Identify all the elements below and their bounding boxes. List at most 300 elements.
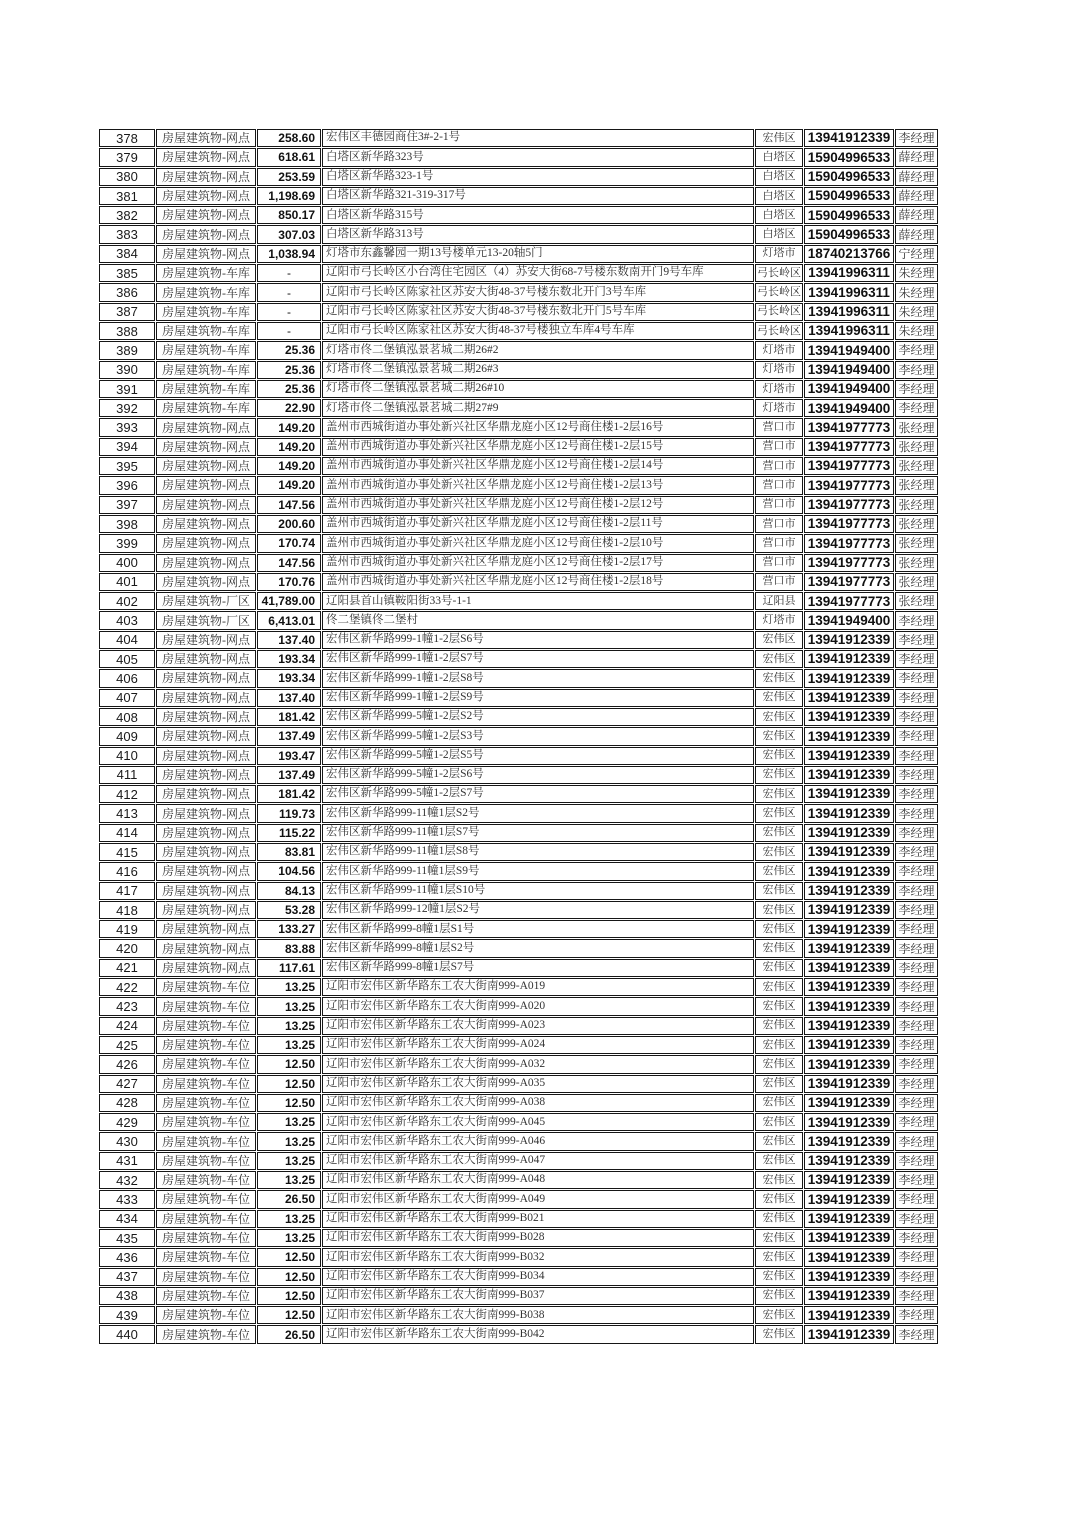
asset-type-cell: 房屋建筑物-网点 [156, 843, 256, 861]
phone-cell: 13941912339 [804, 747, 894, 765]
row-number-cell: 438 [99, 1287, 155, 1305]
district-cell: 宏伟区 [755, 959, 803, 977]
asset-type-cell: 房屋建筑物-车库 [156, 322, 256, 340]
row-number-cell: 416 [99, 862, 155, 880]
address-cell: 宏伟区丰德园商住3#-2-1号 [322, 129, 754, 147]
area-value-cell: 200.60 [257, 515, 321, 533]
district-cell: 宏伟区 [755, 882, 803, 900]
area-value-cell: - [257, 303, 321, 321]
table-row [99, 959, 938, 977]
phone-cell: 13941912339 [804, 804, 894, 822]
district-cell: 灯塔市 [755, 611, 803, 629]
manager-cell: 李经理 [895, 1094, 938, 1112]
address-cell: 辽阳市宏伟区新华路东工农大街南999-A019 [322, 978, 754, 996]
address-cell: 盖州市西城街道办事处新兴社区华鼎龙庭小区12号商住楼1-2层11号 [322, 515, 754, 533]
phone-cell: 13941996311 [804, 283, 894, 301]
area-value-cell: 13.25 [257, 1017, 321, 1035]
row-number-cell: 383 [99, 225, 155, 243]
asset-type-cell: 房屋建筑物-车位 [156, 1075, 256, 1093]
area-value-cell: 147.56 [257, 496, 321, 514]
area-value-cell: 84.13 [257, 882, 321, 900]
manager-cell: 李经理 [895, 824, 938, 842]
manager-cell: 李经理 [895, 901, 938, 919]
address-cell: 宏伟区新华路999-8幢1层S7号 [322, 959, 754, 977]
table-row [99, 1132, 938, 1150]
manager-cell: 李经理 [895, 399, 938, 417]
manager-cell: 薛经理 [895, 148, 938, 166]
asset-type-cell: 房屋建筑物-车位 [156, 1094, 256, 1112]
manager-cell: 张经理 [895, 592, 938, 610]
table-row [99, 1094, 938, 1112]
asset-type-cell: 房屋建筑物-网点 [156, 882, 256, 900]
address-cell: 辽阳市宏伟区新华路东工农大街南999-B021 [322, 1210, 754, 1228]
address-cell: 宏伟区新华路999-11幢1层S2号 [322, 804, 754, 822]
manager-cell: 李经理 [895, 882, 938, 900]
asset-type-cell: 房屋建筑物-车位 [156, 1229, 256, 1247]
phone-cell: 13941912339 [804, 766, 894, 784]
area-value-cell: 53.28 [257, 901, 321, 919]
asset-type-cell: 房屋建筑物-车库 [156, 303, 256, 321]
row-number-cell: 410 [99, 747, 155, 765]
area-value-cell: 12.50 [257, 1055, 321, 1073]
asset-type-cell: 房屋建筑物-网点 [156, 206, 256, 224]
address-cell: 灯塔市佟二堡镇泓景茗城二期26#10 [322, 380, 754, 398]
address-cell: 盖州市西城街道办事处新兴社区华鼎龙庭小区12号商住楼1-2层14号 [322, 457, 754, 475]
asset-type-cell: 房屋建筑物-网点 [156, 766, 256, 784]
address-cell: 灯塔市东鑫馨园一期13号楼单元13-20轴5门 [322, 245, 754, 263]
area-value-cell: 170.76 [257, 573, 321, 591]
manager-cell: 张经理 [895, 515, 938, 533]
address-cell: 白塔区新华路313号 [322, 225, 754, 243]
row-number-cell: 396 [99, 476, 155, 494]
manager-cell: 张经理 [895, 418, 938, 436]
district-cell: 宏伟区 [755, 1190, 803, 1208]
asset-type-cell: 房屋建筑物-车位 [156, 1132, 256, 1150]
area-value-cell: 253.59 [257, 168, 321, 186]
area-value-cell: 850.17 [257, 206, 321, 224]
table-row [99, 1306, 938, 1324]
phone-cell: 13941912339 [804, 1017, 894, 1035]
asset-type-cell: 房屋建筑物-网点 [156, 689, 256, 707]
phone-cell: 13941949400 [804, 341, 894, 359]
address-cell: 宏伟区新华路999-11幢1层S8号 [322, 843, 754, 861]
row-number-cell: 424 [99, 1017, 155, 1035]
address-cell: 辽阳市宏伟区新华路东工农大街南999-A038 [322, 1094, 754, 1112]
address-cell: 辽阳县首山镇鞍阳街33号-1-1 [322, 592, 754, 610]
asset-type-cell: 房屋建筑物-车库 [156, 380, 256, 398]
address-cell: 辽阳市宏伟区新华路东工农大街南999-A024 [322, 1036, 754, 1054]
area-value-cell: - [257, 322, 321, 340]
asset-type-cell: 房屋建筑物-车位 [156, 1171, 256, 1189]
asset-type-cell: 房屋建筑物-网点 [156, 804, 256, 822]
asset-type-cell: 房屋建筑物-车位 [156, 1287, 256, 1305]
row-number-cell: 434 [99, 1210, 155, 1228]
area-value-cell: 25.36 [257, 341, 321, 359]
district-cell: 宏伟区 [755, 785, 803, 803]
address-cell: 灯塔市佟二堡镇泓景茗城二期26#3 [322, 361, 754, 379]
address-cell: 宏伟区新华路999-1幢1-2层S9号 [322, 689, 754, 707]
manager-cell: 李经理 [895, 804, 938, 822]
area-value-cell: 618.61 [257, 148, 321, 166]
district-cell: 营口市 [755, 438, 803, 456]
row-number-cell: 387 [99, 303, 155, 321]
phone-cell: 13941912339 [804, 843, 894, 861]
district-cell: 宏伟区 [755, 1229, 803, 1247]
table-row [99, 669, 938, 687]
manager-cell: 张经理 [895, 438, 938, 456]
phone-cell: 13941912339 [804, 1306, 894, 1324]
asset-type-cell: 房屋建筑物-车位 [156, 1017, 256, 1035]
row-number-cell: 411 [99, 766, 155, 784]
phone-cell: 15904996533 [804, 187, 894, 205]
district-cell: 弓长岭区 [755, 322, 803, 340]
area-value-cell: 117.61 [257, 959, 321, 977]
asset-type-cell: 房屋建筑物-车位 [156, 1325, 256, 1343]
manager-cell: 张经理 [895, 457, 938, 475]
district-cell: 营口市 [755, 554, 803, 572]
district-cell: 宏伟区 [755, 920, 803, 938]
district-cell: 灯塔市 [755, 361, 803, 379]
asset-type-cell: 房屋建筑物-网点 [156, 438, 256, 456]
row-number-cell: 436 [99, 1248, 155, 1266]
district-cell: 宏伟区 [755, 129, 803, 147]
address-cell: 宏伟区新华路999-1幢1-2层S8号 [322, 669, 754, 687]
row-number-cell: 430 [99, 1132, 155, 1150]
asset-type-cell: 房屋建筑物-车位 [156, 1210, 256, 1228]
manager-cell: 李经理 [895, 1113, 938, 1131]
phone-cell: 15904996533 [804, 225, 894, 243]
manager-cell: 李经理 [895, 689, 938, 707]
phone-cell: 13941949400 [804, 611, 894, 629]
manager-cell: 李经理 [895, 939, 938, 957]
table-row [99, 380, 938, 398]
manager-cell: 李经理 [895, 1055, 938, 1073]
district-cell: 宏伟区 [755, 978, 803, 996]
manager-cell: 朱经理 [895, 283, 938, 301]
asset-type-cell: 房屋建筑物-网点 [156, 708, 256, 726]
table-row [99, 457, 938, 475]
district-cell: 宏伟区 [755, 1171, 803, 1189]
phone-cell: 13941912339 [804, 1229, 894, 1247]
row-number-cell: 403 [99, 611, 155, 629]
area-value-cell: 13.25 [257, 1210, 321, 1228]
area-value-cell: 149.20 [257, 418, 321, 436]
phone-cell: 13941912339 [804, 920, 894, 938]
table-row [99, 1171, 938, 1189]
address-cell: 辽阳市宏伟区新华路东工农大街南999-A047 [322, 1152, 754, 1170]
area-value-cell: 193.34 [257, 669, 321, 687]
row-number-cell: 418 [99, 901, 155, 919]
address-cell: 灯塔市佟二堡镇泓景茗城二期27#9 [322, 399, 754, 417]
asset-type-cell: 房屋建筑物-车位 [156, 1306, 256, 1324]
table-row [99, 245, 938, 263]
district-cell: 灯塔市 [755, 399, 803, 417]
area-value-cell: 13.25 [257, 1229, 321, 1247]
manager-cell: 李经理 [895, 1248, 938, 1266]
district-cell: 白塔区 [755, 148, 803, 166]
area-value-cell: 12.50 [257, 1306, 321, 1324]
district-cell: 宏伟区 [755, 747, 803, 765]
row-number-cell: 407 [99, 689, 155, 707]
row-number-cell: 393 [99, 418, 155, 436]
address-cell: 宏伟区新华路999-8幢1层S1号 [322, 920, 754, 938]
phone-cell: 13941912339 [804, 1113, 894, 1131]
phone-cell: 13941912339 [804, 1075, 894, 1093]
manager-cell: 李经理 [895, 843, 938, 861]
table-row [99, 303, 938, 321]
row-number-cell: 390 [99, 361, 155, 379]
manager-cell: 张经理 [895, 496, 938, 514]
asset-type-cell: 房屋建筑物-网点 [156, 727, 256, 745]
table-row [99, 187, 938, 205]
area-value-cell: 170.74 [257, 534, 321, 552]
district-cell: 营口市 [755, 418, 803, 436]
district-cell: 宏伟区 [755, 1287, 803, 1305]
area-value-cell: 115.22 [257, 824, 321, 842]
district-cell: 营口市 [755, 573, 803, 591]
area-value-cell: 25.36 [257, 380, 321, 398]
table-row [99, 843, 938, 861]
row-number-cell: 384 [99, 245, 155, 263]
district-cell: 白塔区 [755, 225, 803, 243]
asset-type-cell: 房屋建筑物-车位 [156, 1248, 256, 1266]
manager-cell: 李经理 [895, 380, 938, 398]
manager-cell: 李经理 [895, 1306, 938, 1324]
table-row [99, 882, 938, 900]
spreadsheet-region [98, 128, 939, 1345]
table-row [99, 978, 938, 996]
address-cell: 盖州市西城街道办事处新兴社区华鼎龙庭小区12号商住楼1-2层12号 [322, 496, 754, 514]
row-number-cell: 429 [99, 1113, 155, 1131]
phone-cell: 13941977773 [804, 476, 894, 494]
address-cell: 辽阳市宏伟区新华路东工农大街南999-B042 [322, 1325, 754, 1343]
address-cell: 辽阳市弓长岭区小台湾住宅园区（4）苏安大街68-7号楼东数南开门9号车库 [322, 264, 754, 282]
phone-cell: 13941912339 [804, 1248, 894, 1266]
asset-type-cell: 房屋建筑物-车库 [156, 361, 256, 379]
manager-cell: 李经理 [895, 708, 938, 726]
area-value-cell: 6,413.01 [257, 611, 321, 629]
district-cell: 灯塔市 [755, 380, 803, 398]
district-cell: 宏伟区 [755, 1094, 803, 1112]
area-value-cell: 13.25 [257, 978, 321, 996]
phone-cell: 13941977773 [804, 534, 894, 552]
phone-cell: 15904996533 [804, 206, 894, 224]
table-row [99, 1287, 938, 1305]
phone-cell: 13941912339 [804, 129, 894, 147]
district-cell: 白塔区 [755, 168, 803, 186]
table-row [99, 1248, 938, 1266]
address-cell: 宏伟区新华路999-11幢1层S10号 [322, 882, 754, 900]
address-cell: 灯塔市佟二堡镇泓景茗城二期26#2 [322, 341, 754, 359]
asset-type-cell: 房屋建筑物-车位 [156, 997, 256, 1015]
district-cell: 宏伟区 [755, 1248, 803, 1266]
manager-cell: 李经理 [895, 785, 938, 803]
manager-cell: 张经理 [895, 534, 938, 552]
row-number-cell: 391 [99, 380, 155, 398]
area-value-cell: 25.36 [257, 361, 321, 379]
area-value-cell: 83.88 [257, 939, 321, 957]
manager-cell: 李经理 [895, 129, 938, 147]
district-cell: 营口市 [755, 534, 803, 552]
address-cell: 宏伟区新华路999-8幢1层S2号 [322, 939, 754, 957]
address-cell: 辽阳市宏伟区新华路东工农大街南999-A049 [322, 1190, 754, 1208]
address-cell: 辽阳市宏伟区新华路东工农大街南999-B037 [322, 1287, 754, 1305]
district-cell: 营口市 [755, 457, 803, 475]
table-row [99, 1017, 938, 1035]
asset-type-cell: 房屋建筑物-车位 [156, 1036, 256, 1054]
area-value-cell: 12.50 [257, 1248, 321, 1266]
row-number-cell: 408 [99, 708, 155, 726]
table-row [99, 476, 938, 494]
address-cell: 宏伟区新华路999-5幢1-2层S7号 [322, 785, 754, 803]
phone-cell: 13941912339 [804, 650, 894, 668]
table-row [99, 1190, 938, 1208]
address-cell: 宏伟区新华路999-12幢1层S2号 [322, 901, 754, 919]
row-number-cell: 379 [99, 148, 155, 166]
row-number-cell: 388 [99, 322, 155, 340]
phone-cell: 13941996311 [804, 322, 894, 340]
manager-cell: 李经理 [895, 361, 938, 379]
asset-type-cell: 房屋建筑物-网点 [156, 187, 256, 205]
asset-type-cell: 房屋建筑物-车库 [156, 399, 256, 417]
asset-type-cell: 房屋建筑物-网点 [156, 496, 256, 514]
row-number-cell: 386 [99, 283, 155, 301]
manager-cell: 朱经理 [895, 322, 938, 340]
row-number-cell: 422 [99, 978, 155, 996]
table-row [99, 727, 938, 745]
phone-cell: 15904996533 [804, 148, 894, 166]
table-row [99, 862, 938, 880]
area-value-cell: - [257, 283, 321, 301]
table-row [99, 206, 938, 224]
row-number-cell: 406 [99, 669, 155, 687]
area-value-cell: 137.49 [257, 766, 321, 784]
row-number-cell: 433 [99, 1190, 155, 1208]
address-cell: 辽阳市宏伟区新华路东工农大街南999-A035 [322, 1075, 754, 1093]
district-cell: 宏伟区 [755, 1268, 803, 1286]
area-value-cell: 149.20 [257, 457, 321, 475]
address-cell: 白塔区新华路315号 [322, 206, 754, 224]
address-cell: 辽阳市宏伟区新华路东工农大街南999-A020 [322, 997, 754, 1015]
phone-cell: 13941912339 [804, 1132, 894, 1150]
table-row [99, 1268, 938, 1286]
phone-cell: 13941977773 [804, 592, 894, 610]
area-value-cell: 147.56 [257, 554, 321, 572]
asset-type-cell: 房屋建筑物-厂区 [156, 592, 256, 610]
district-cell: 白塔区 [755, 206, 803, 224]
table-row [99, 554, 938, 572]
district-cell: 辽阳县 [755, 592, 803, 610]
row-number-cell: 401 [99, 573, 155, 591]
manager-cell: 李经理 [895, 862, 938, 880]
district-cell: 宏伟区 [755, 939, 803, 957]
phone-cell: 13941912339 [804, 785, 894, 803]
table-row [99, 399, 938, 417]
manager-cell: 薛经理 [895, 187, 938, 205]
manager-cell: 李经理 [895, 1268, 938, 1286]
row-number-cell: 378 [99, 129, 155, 147]
area-value-cell: 13.25 [257, 1113, 321, 1131]
asset-type-cell: 房屋建筑物-车位 [156, 1055, 256, 1073]
asset-type-cell: 房屋建筑物-车位 [156, 1152, 256, 1170]
district-cell: 宏伟区 [755, 650, 803, 668]
district-cell: 宏伟区 [755, 1152, 803, 1170]
table-row [99, 283, 938, 301]
manager-cell: 李经理 [895, 611, 938, 629]
manager-cell: 李经理 [895, 766, 938, 784]
asset-type-cell: 房屋建筑物-网点 [156, 168, 256, 186]
manager-cell: 李经理 [895, 978, 938, 996]
manager-cell: 朱经理 [895, 264, 938, 282]
district-cell: 弓长岭区 [755, 283, 803, 301]
phone-cell: 13941912339 [804, 708, 894, 726]
row-number-cell: 437 [99, 1268, 155, 1286]
asset-table-body [99, 129, 938, 1344]
manager-cell: 李经理 [895, 1210, 938, 1228]
row-number-cell: 413 [99, 804, 155, 822]
phone-cell: 13941912339 [804, 824, 894, 842]
address-cell: 宏伟区新华路999-5幢1-2层S3号 [322, 727, 754, 745]
asset-type-cell: 房屋建筑物-网点 [156, 245, 256, 263]
district-cell: 宏伟区 [755, 669, 803, 687]
area-value-cell: 193.47 [257, 747, 321, 765]
row-number-cell: 397 [99, 496, 155, 514]
area-value-cell: 181.42 [257, 785, 321, 803]
manager-cell: 薛经理 [895, 225, 938, 243]
table-row [99, 1036, 938, 1054]
address-cell: 白塔区新华路323号 [322, 148, 754, 166]
asset-type-cell: 房屋建筑物-网点 [156, 631, 256, 649]
area-value-cell: 13.25 [257, 1152, 321, 1170]
district-cell: 营口市 [755, 496, 803, 514]
manager-cell: 李经理 [895, 1325, 938, 1343]
manager-cell: 李经理 [895, 631, 938, 649]
phone-cell: 13941912339 [804, 689, 894, 707]
manager-cell: 张经理 [895, 554, 938, 572]
address-cell: 辽阳市弓长岭区陈家社区苏安大街48-37号楼东数北开门3号车库 [322, 283, 754, 301]
table-row [99, 1210, 938, 1228]
table-row [99, 611, 938, 629]
asset-type-cell: 房屋建筑物-网点 [156, 920, 256, 938]
table-row [99, 708, 938, 726]
row-number-cell: 389 [99, 341, 155, 359]
table-row [99, 747, 938, 765]
phone-cell: 13941912339 [804, 1210, 894, 1228]
phone-cell: 13941912339 [804, 1094, 894, 1112]
asset-type-cell: 房屋建筑物-车位 [156, 1113, 256, 1131]
area-value-cell: 149.20 [257, 476, 321, 494]
table-row [99, 901, 938, 919]
table-row [99, 824, 938, 842]
manager-cell: 李经理 [895, 341, 938, 359]
district-cell: 宏伟区 [755, 727, 803, 745]
address-cell: 佟二堡镇佟二堡村 [322, 611, 754, 629]
address-cell: 宏伟区新华路999-5幢1-2层S6号 [322, 766, 754, 784]
table-row [99, 148, 938, 166]
area-value-cell: - [257, 264, 321, 282]
asset-type-cell: 房屋建筑物-网点 [156, 534, 256, 552]
phone-cell: 13941977773 [804, 515, 894, 533]
district-cell: 宏伟区 [755, 901, 803, 919]
phone-cell: 13941912339 [804, 939, 894, 957]
area-value-cell: 137.40 [257, 631, 321, 649]
address-cell: 盖州市西城街道办事处新兴社区华鼎龙庭小区12号商住楼1-2层15号 [322, 438, 754, 456]
phone-cell: 13941949400 [804, 399, 894, 417]
asset-type-cell: 房屋建筑物-网点 [156, 669, 256, 687]
asset-type-cell: 房屋建筑物-网点 [156, 824, 256, 842]
address-cell: 辽阳市宏伟区新华路东工农大街南999-A048 [322, 1171, 754, 1189]
district-cell: 宏伟区 [755, 1075, 803, 1093]
